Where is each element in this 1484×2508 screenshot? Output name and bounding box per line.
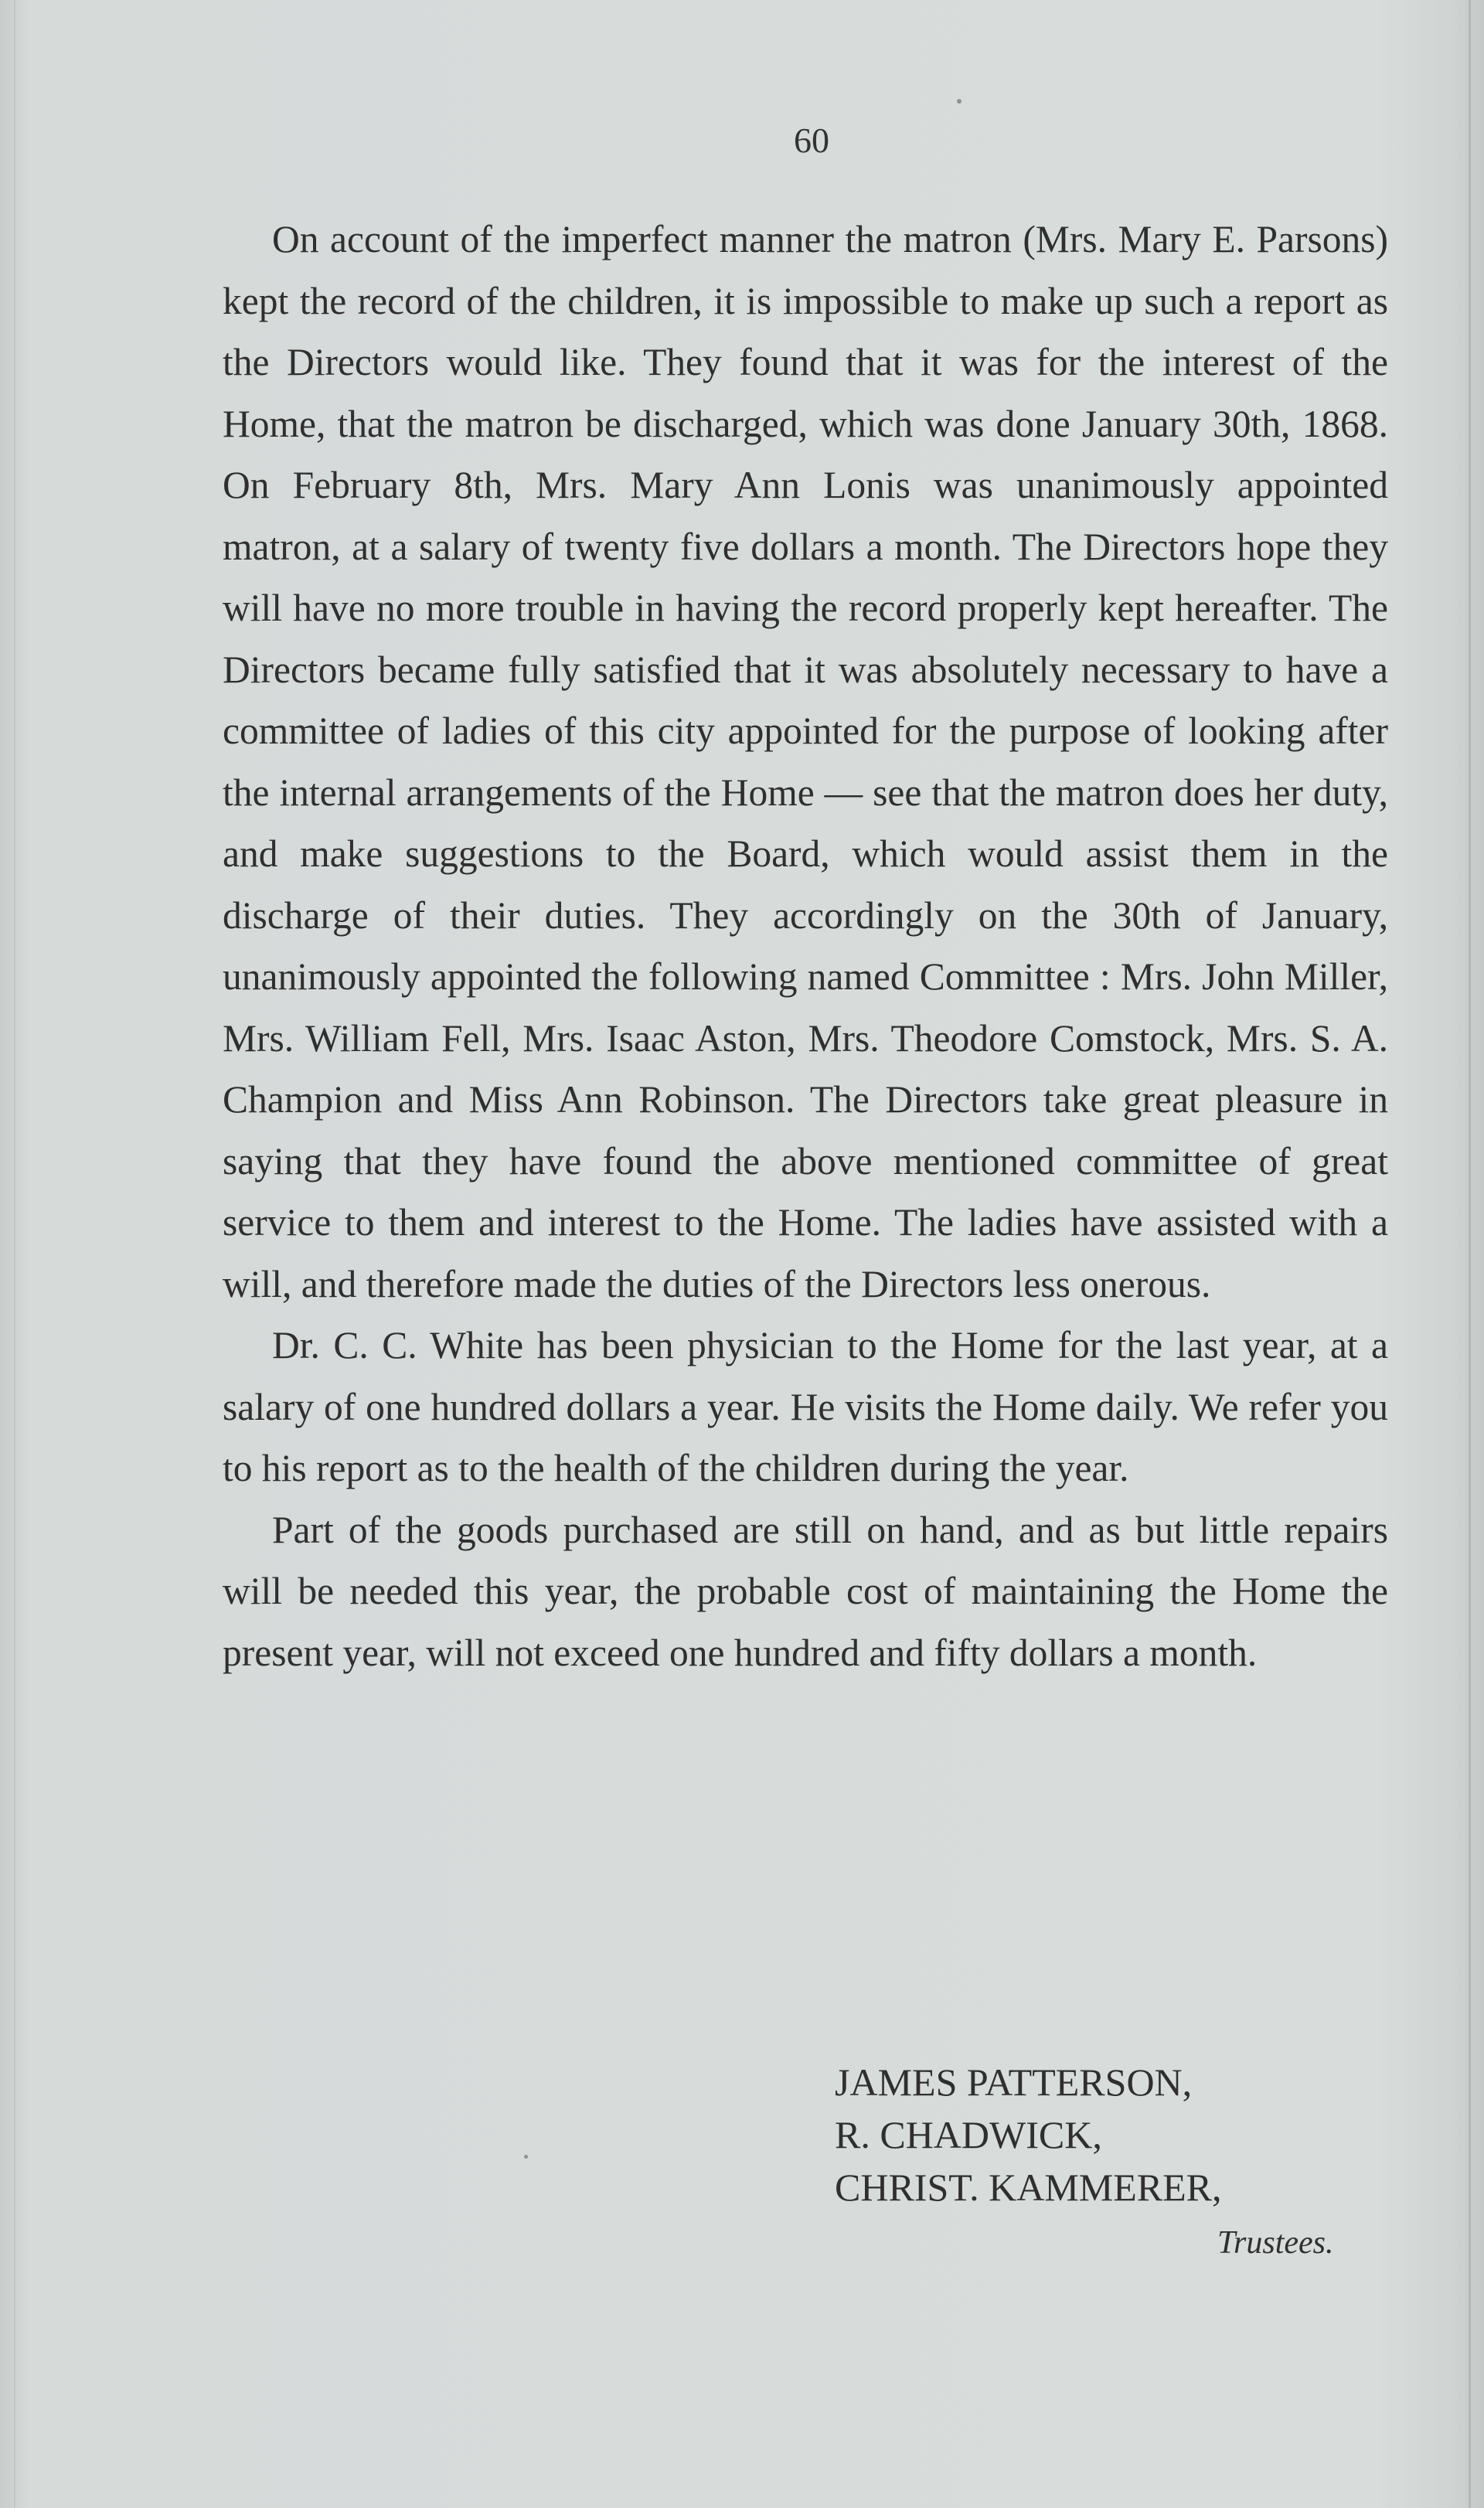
page-right-edge xyxy=(1469,0,1471,2508)
page-left-edge xyxy=(14,0,15,2508)
paragraph-physician: Dr. C. C. White has been physician to the Home for the last year, at a salary of one hundred dollars a year. He visits the Home daily. We refer you to his report as to the health of the children during the year. xyxy=(223,1324,1388,1489)
signature-block xyxy=(835,2056,1222,2214)
signature-r-chadwick: R. CHADWICK, xyxy=(835,2113,1102,2156)
paragraph-matron-committee: On account of the imperfect manner the matron (Mrs. Mary E. Parsons) kept the record of the children, it is impossible to make up such a report as the Directors would like. They found that it was for the interest of the Home, that the matron be discharged, which was done January 30th, 1868. On February 8th, Mrs. Mary Ann Lonis was unanimously appointed matron, at a salary of twenty five dollars a month. The Directors hope they will have no more trouble in having the record properly kept hereafter. The Directors became fully satisfied that it was absolutely necessary to have a committee of ladies of this city appointed for the purpose of looking after the internal arrangements of the Home — see that the matron does her duty, and make suggestions to the Board, which would assist them in the discharge of their duties. They accordingly on the 30th of January, unanimously appointed the following named Committee : Mrs. John Miller, Mrs. William Fell, Mrs. Isaac Aston, Mrs. Theodore Comstock, Mrs. S. A. Champion and Miss Ann Robinson. The Directors take great pleasure in saying that they have found the above mentioned committee of great service to them and interest to the Home. The ladies have assisted with a will, and therefore made the duties of the Directors less onerous. xyxy=(223,218,1388,1305)
paragraph-costs: Part of the goods purchased are still on hand, and as but little repairs will be needed this year, the probable cost of maintaining the Home the present year, will not exceed one hundred and fifty dollars a month. xyxy=(223,1508,1388,1674)
trustees-title: Trustees. xyxy=(1217,2225,1334,2261)
body-text xyxy=(223,209,1388,1683)
paper-speck xyxy=(524,2155,528,2159)
signature-christ-kammerer: CHRIST. KAMMERER, xyxy=(835,2166,1222,2209)
signature-james-patterson: JAMES PATTERSON, xyxy=(835,2061,1193,2104)
paper-speck xyxy=(957,99,962,104)
page-number: 60 xyxy=(794,121,829,160)
